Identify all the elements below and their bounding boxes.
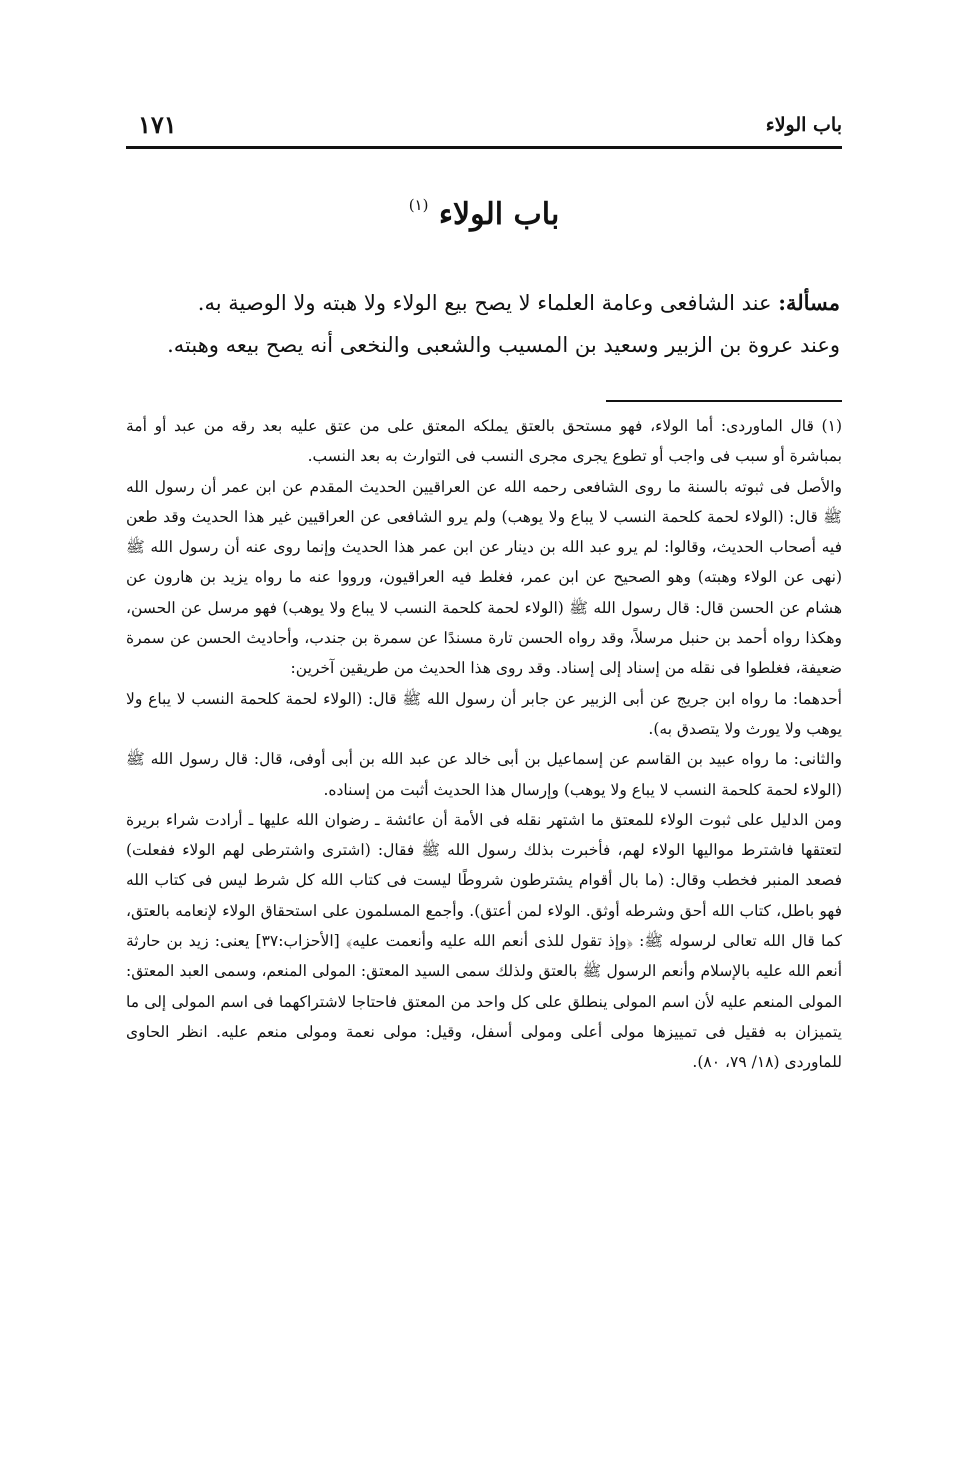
main-text <box>128 282 840 366</box>
footnote-paragraph-second-route: والثانى: ما رواه عبيد بن القاسم عن إسماعيل بن أبى خالد عن عبد الله بن أبى أوفى، قال: قال رسول الله ﷺ (الولاء لحمة كلحمة النسب لا يباع ولا يوهب) وإرسال هذا الحديث أثبت من إسناده. <box>126 750 842 799</box>
masala-label: مسألة: <box>778 290 840 315</box>
masala-opinion-paragraph: وعند عروة بن الزبير وسعيد بن المسيب والشعبى والنخعى أنه يصح بيعه وهبته. <box>167 333 840 357</box>
chapter-title <box>126 196 842 232</box>
page-number: ١٧١ <box>138 110 177 139</box>
masala-text: عند الشافعى وعامة العلماء لا يصح بيع الولاء ولا هبته ولا الوصية به. <box>197 291 779 315</box>
footnotes <box>126 411 842 1078</box>
footnote-rule <box>606 400 842 402</box>
footnote-paragraph-first-route: أحدهما: ما رواه ابن جريج عن أبى الزبير عن جابر أن رسول الله ﷺ قال: (الولاء لحمة كلحمة النسب لا يباع ولا يوهب ولا يورث ولا يتصدق به). <box>126 689 842 738</box>
running-title: باب الولاء <box>765 114 842 136</box>
masala-paragraph <box>128 282 840 324</box>
footnote-paragraph-sunnah: والأصل فى ثبوته بالسنة ما روى الشافعى رحمه الله عن العراقيين الحديث المقدم عن ابن عمر أن رسول الله ﷺ قال: (الولاء لحمة كلحمة النسب لا يباع ولا يوهب) ولم يرو الشافعى عن العراقيين غير هذا الحديث وقد طعن فيه أصحاب الحديث، وقالوا: لم يرو عبد الله بن دينار عن ابن عمر هذا الحديث وإنما روى عنه أن رسول الله ﷺ (نهى عن الولاء وهبته) وهو الصحيح عن ابن عمر، فغلط فيه العراقيون، ورووا عنه ما رواه يزيد بن هارون عن هشام عن الحسن قال: قال رسول الله ﷺ (الولاء لحمة كلحمة النسب لا يباع ولا يوهب) فهو مرسل عن الحسن، وهكذا رواه أحمد بن حنبل مرسلاً، وقد رواه الحسن تارة مسندًا عن سمرة بن جندب، وأحاديث الحسن عن سمرة ضعيفة، فغلطوا فى نقله من إسناد إلى إسناد. وقد روى هذا الحديث من طريقين آخرين: <box>126 477 842 678</box>
chapter-title-text: باب الولاء <box>438 197 560 232</box>
header-rule <box>126 146 842 149</box>
footnote-paragraph-evidence: ومن الدليل على ثبوت الولاء للمعتق ما اشتهر نقله فى الأمة أن عائشة ـ رضوان الله عليها ـ أرادت شراء بريرة لتعتقها فاشترط مواليها الولاء لهم، فأخبرت بذلك رسول الله ﷺ فقال: (اشترى واشترطى لهم الولاء ففعلت) فصعد المنبر فخطب وقال: (ما بال أقوام يشترطون شروطًا ليست فى كتاب الله كل شرط ليس فى كتاب الله فهو باطل، كتاب الله أحق وشرطه أوثق. الولاء لمن أعتق). وأجمع المسلمون على استحقاق الولاء لإنعامه بالعتق، كما قال الله تعالى لرسوله ﷺ: ﴿وإذ تقول للذى أنعم الله عليه وأنعمت عليه﴾ [الأحزاب:٣٧] يعنى: زيد بن حارثة أنعم الله عليه بالإسلام وأنعم الرسول ﷺ بالعتق ولذلك سمى السيد المعتق: المولى المنعم، وسمى العبد المعتق: المولى المنعم عليه لأن اسم المولى ينطلق على كل واحد من المعتق فاحتاجا لاشتراكهما فى اسم المولى إلى ما يتميزان به فقيل فى تمييزها مولى أعلى ومولى أسفل، وقيل: مولى نعمة ومولى منعم عليه. انظر الحاوى للماوردى (١٨/ ٧٩، ٨٠). <box>126 810 843 1072</box>
chapter-footnote-mark: (١) <box>408 196 429 214</box>
footnote-paragraph-definition: (١) قال الماوردى: أما الولاء، فهو مستحق بالعتق يملكه المعتق على من عتق عليه بعد رقه من عبد أو أمة بمباشرة أو سبب فى واجب أو تطوع يجرى مجرى النسب فى التوارث به بعد النسب. <box>126 417 842 466</box>
page-header <box>126 108 842 144</box>
